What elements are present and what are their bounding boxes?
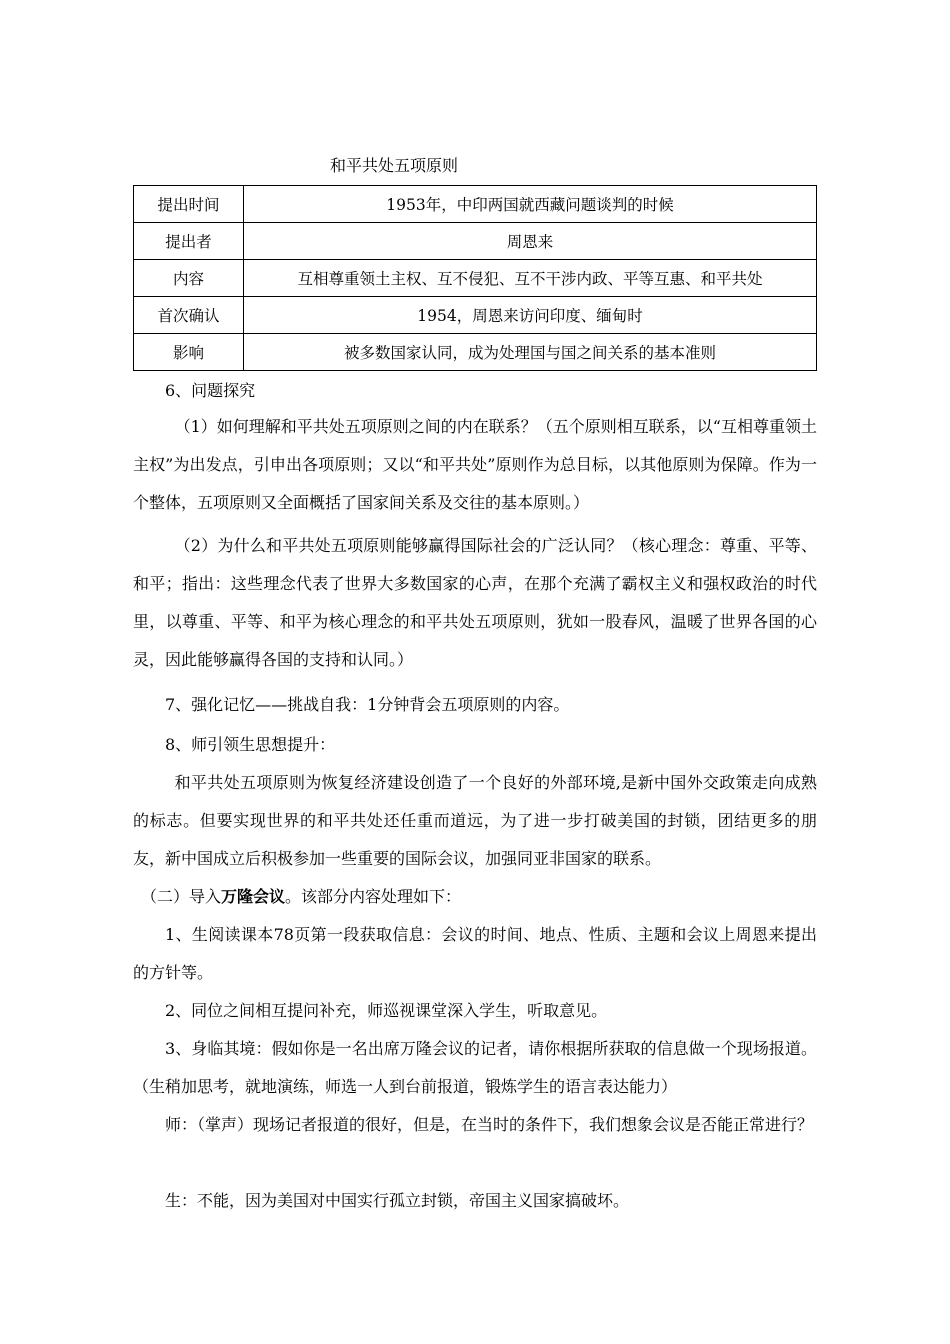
section-8 [133,726,817,764]
section-7 [133,686,817,724]
row-value: 周恩来 [244,223,817,260]
item-1-block [133,916,817,992]
part-2-heading [133,878,817,916]
row-value: 1953年，中印两国就西藏问题谈判的时候 [244,186,817,223]
section-heading: 8、师引领生思想提升： [165,735,336,754]
question-2-block [133,527,817,679]
item-2: 2、同位之间相互提问补充，师巡视课堂深入学生，听取意见。 [165,1001,608,1020]
row-label: 影响 [134,334,244,371]
part-2-prefix: （二）导入 [141,887,222,906]
teacher-line: 师：（掌声）现场记者报道的很好，但是，在当时的条件下，我们想象会议是否能正常进行？ [165,1115,814,1134]
student-line: 生：不能，因为美国对中国实行孤立封锁，帝国主义国家搞破坏。 [165,1191,630,1210]
item-3-block [133,1030,817,1106]
section-7-text: 7、强化记忆——挑战自我：1分钟背会五项原则的内容。 [165,695,570,714]
table-row [134,297,817,334]
row-value: 1954，周恩来访问印度、缅甸时 [244,297,817,334]
table-row [134,186,817,223]
item-2-block [133,992,817,1030]
row-label: 提出者 [134,223,244,260]
question-2: （2）为什么和平共处五项原则能够赢得国际社会的广泛认同？（核心理念：尊重、平等、和平；指出：这些理念代表了世界大多数国家的心声，在那个充满了霸权主义和强权政治的时代里，以尊重、平等、和平为核心理念的和平共处五项原则，犹如一股春风，温暖了世界各国的心灵，因此能够赢得各国的支持和认同。） [133,536,817,669]
row-label: 内容 [134,260,244,297]
table-title: 和平共处五项原则 [330,156,459,175]
table-row [134,223,817,260]
table-row [134,260,817,297]
question-1: （1）如何理解和平共处五项原则之间的内在联系？（五个原则相互联系，以“互相尊重领土主权”为出发点，引申出各项原则；又以“和平共处”原则作为总目标，以其他原则为保障。作为一个整体，五项原则又全面概括了国家间关系及交往的基本原则。） [133,417,817,512]
row-value: 互相尊重领土主权、互不侵犯、互不干涉内政、平等互惠、和平共处 [244,260,817,297]
row-label: 首次确认 [134,297,244,334]
principles-table [133,185,817,371]
item-3: 3、身临其境：假如你是一名出席万隆会议的记者，请你根据所获取的信息做一个现场报道。（生稍加思考，就地演练，师选一人到台前报道，锻炼学生的语言表达能力） [133,1039,817,1096]
question-1-block [133,408,817,522]
teacher-block [133,1106,817,1144]
section-heading: 6、问题探究 [165,381,256,400]
part-2-bold-title: 万隆会议 [221,887,286,906]
row-label: 提出时间 [134,186,244,223]
section-8-body [133,764,817,878]
item-1: 1、生阅读课本78页第一段获取信息：会议的时间、地点、性质、主题和会议上周恩来提出的方针等。 [133,925,817,982]
section-6 [133,372,817,410]
section-8-text: 和平共处五项原则为恢复经济建设创造了一个良好的外部环境,是新中国外交政策走向成熟的标志。但要实现世界的和平共处还任重而道远，为了进一步打破美国的封锁，团结更多的朋友，新中国成立后积极参加一些重要的国际会议，加强同亚非国家的联系。 [133,773,817,868]
table-row [134,334,817,371]
student-block [133,1182,817,1220]
row-value: 被多数国家认同，成为处理国与国之间关系的基本准则 [244,334,817,371]
part-2-title [133,878,817,916]
part-2-suffix: 。该部分内容处理如下： [285,887,462,906]
